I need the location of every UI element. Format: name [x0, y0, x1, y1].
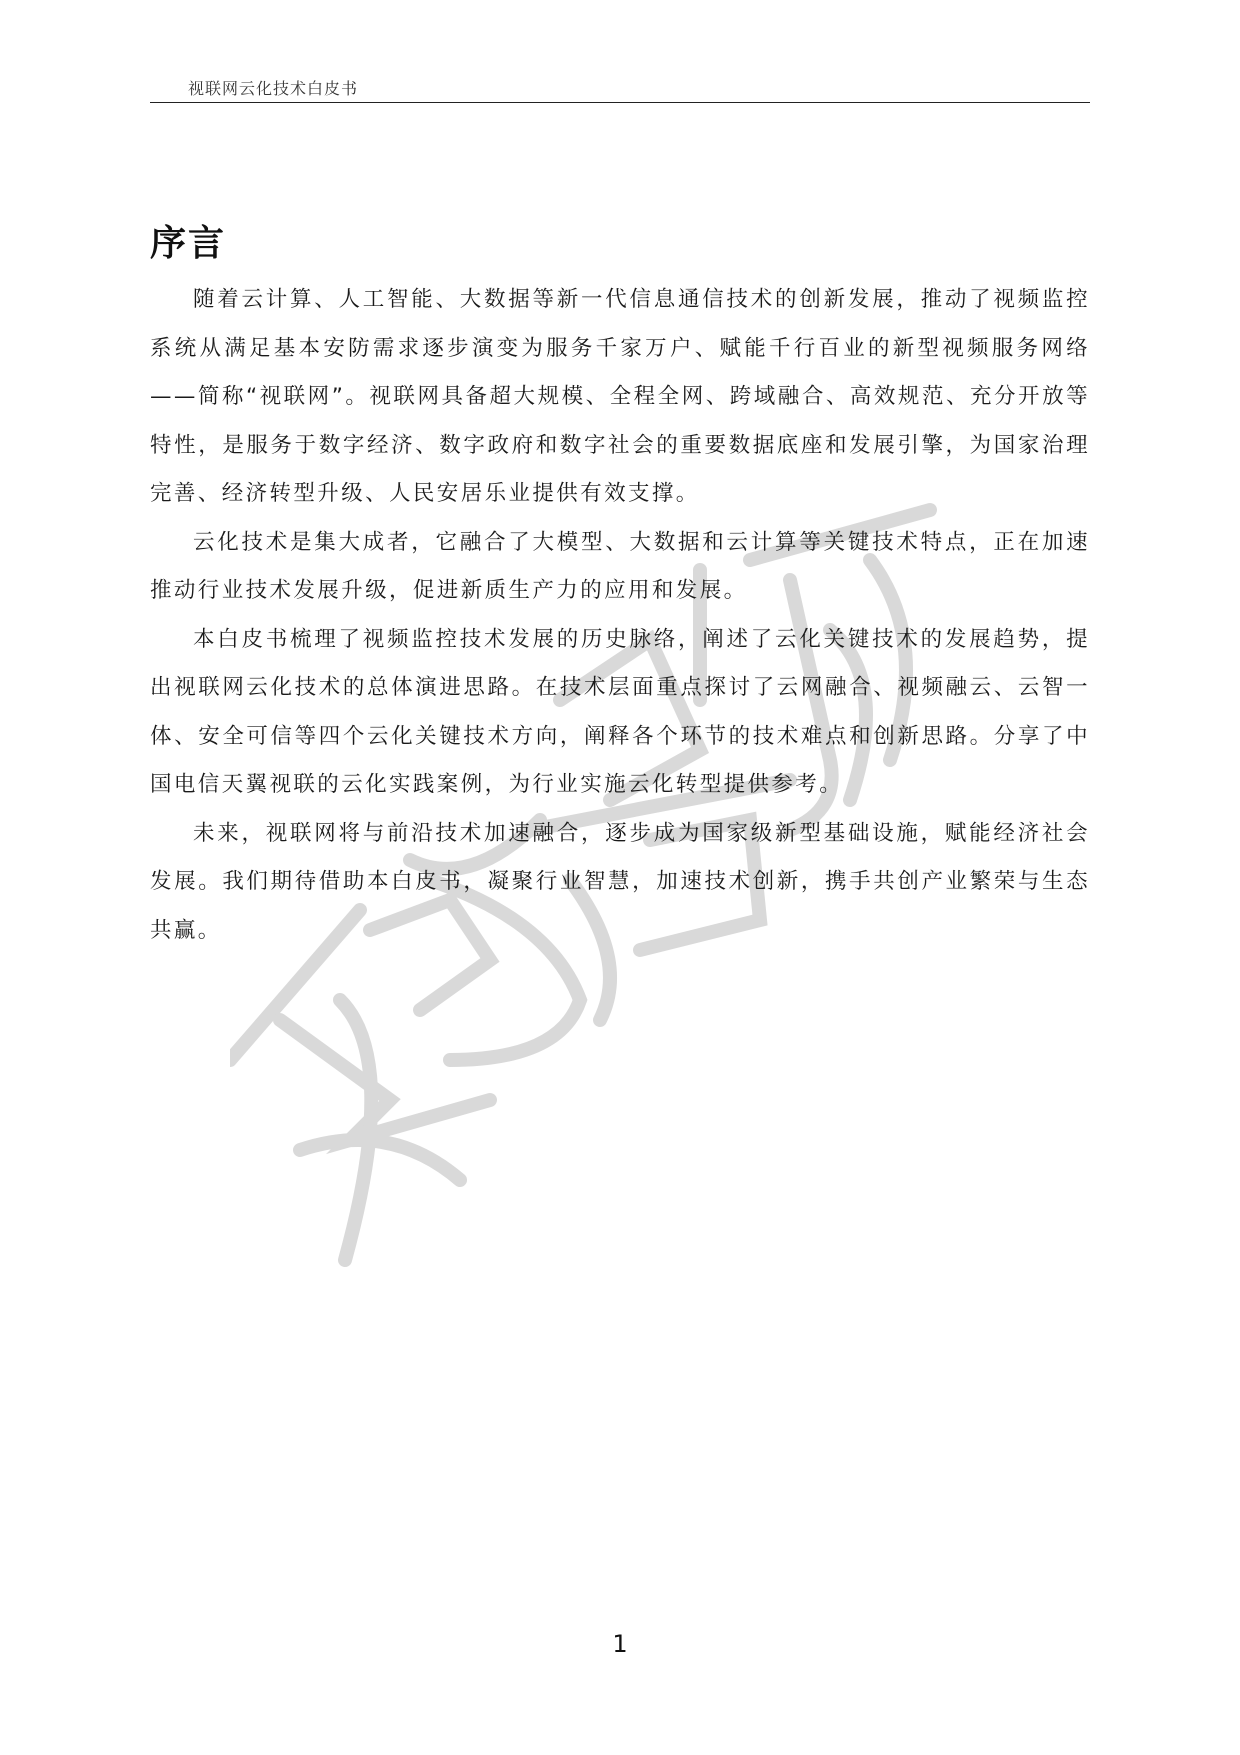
page-number: 1 [612, 1630, 628, 1658]
section-title: 序言 [150, 222, 227, 264]
page-header [150, 74, 1090, 103]
paragraph-1: 随着云计算、人工智能、大数据等新一代信息通信技术的创新发展，推动了视频监控系统从满足基本安防需求逐步演变为服务千家万户、赋能千行百业的新型视频服务网络——简称“视联网”。视联网具备超大规模、全程全网、跨域融合、高效规范、充分开放等特性，是服务于数字经济、数字政府和数字社会的重要数据底座和发展引擎，为国家治理完善、经济转型升级、人民安居乐业提供有效支撑。 [150, 287, 1090, 506]
preface-section [150, 215, 1090, 955]
paragraph-4: 未来，视联网将与前沿技术加速融合，逐步成为国家级新型基础设施，赋能经济社会发展。我们期待借助本白皮书，凝聚行业智慧，加速技术创新，携手共创产业繁荣与生态共赢。 [150, 820, 1090, 943]
paragraph-2: 云化技术是集大成者，它融合了大模型、大数据和云计算等关键技术特点，正在加速推动行业技术发展升级，促进新质生产力的应用和发展。 [150, 529, 1090, 603]
paragraph-3: 本白皮书梳理了视频监控技术发展的历史脉络，阐述了云化关键技术的发展趋势，提出视联网云化技术的总体演进思路。在技术层面重点探讨了云网融合、视频融云、云智一体、安全可信等四个云化关键技术方向，阐释各个环节的技术难点和创新思路。分享了中国电信天翼视联的云化实践案例，为行业实施云化转型提供参考。 [150, 626, 1090, 797]
header-title: 视联网云化技术白皮书 [188, 79, 359, 98]
